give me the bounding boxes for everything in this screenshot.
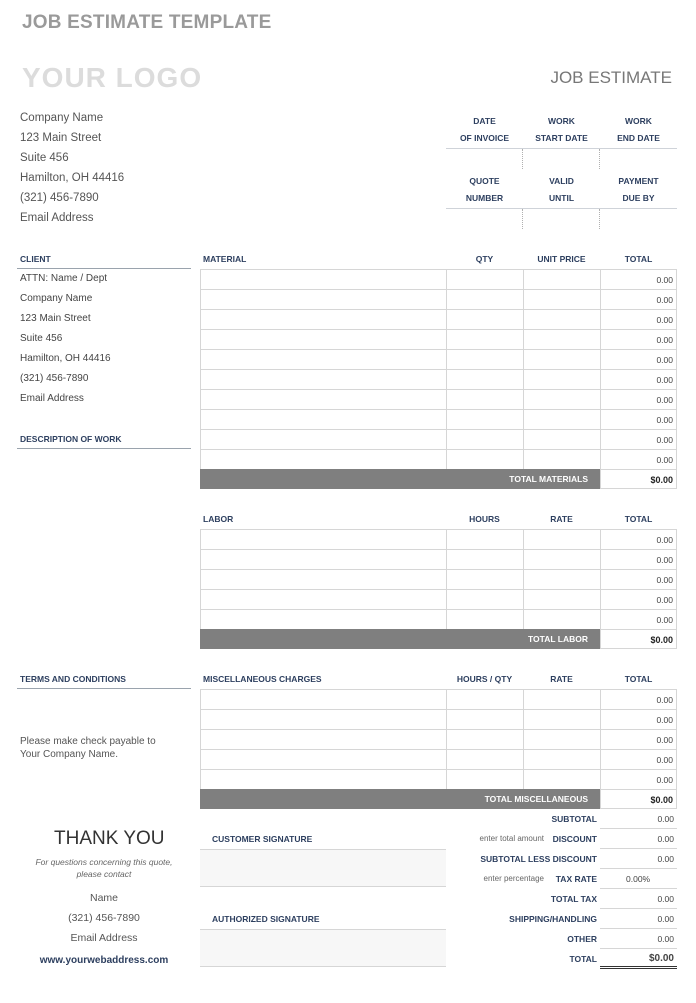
- authorized-signature-label: AUTHORIZED SIGNATURE: [212, 914, 320, 924]
- totals-value: 0.00: [600, 849, 677, 869]
- client-email[interactable]: Email Address: [20, 393, 84, 404]
- rate-cell[interactable]: [523, 749, 600, 769]
- qty-cell[interactable]: [446, 749, 523, 769]
- item-cell[interactable]: [200, 589, 446, 609]
- rate-cell[interactable]: [523, 409, 600, 429]
- labor-header: LABOR: [203, 514, 234, 524]
- table-row: [200, 429, 677, 449]
- logo-placeholder: YOUR LOGO: [22, 62, 203, 93]
- description-of-work-label: DESCRIPTION OF WORK: [20, 434, 122, 444]
- table-row: [200, 529, 677, 549]
- contact-name[interactable]: Name: [89, 892, 118, 904]
- table-row: [200, 569, 677, 589]
- rate-cell[interactable]: [523, 689, 600, 709]
- qty-cell[interactable]: [446, 349, 523, 369]
- qty-cell[interactable]: [446, 329, 523, 349]
- table-row: [200, 289, 677, 309]
- table-row: [200, 689, 677, 709]
- rate-cell[interactable]: [523, 609, 600, 629]
- row-total-cell: 0.00: [600, 729, 677, 749]
- row-total-cell: 0.00: [600, 609, 677, 629]
- item-cell[interactable]: [200, 369, 446, 389]
- totals-label: OTHER: [567, 934, 597, 944]
- item-cell[interactable]: [200, 729, 446, 749]
- item-cell[interactable]: [200, 289, 446, 309]
- row-total-cell: 0.00: [600, 569, 677, 589]
- totals-value[interactable]: 0.00: [600, 909, 677, 929]
- misc-charges-header: MISCELLANEOUS CHARGES: [203, 674, 322, 684]
- rate-cell[interactable]: [523, 389, 600, 409]
- hours-qty-header: HOURS / QTY: [456, 674, 513, 684]
- rate-cell[interactable]: [523, 429, 600, 449]
- rate-cell[interactable]: [523, 269, 600, 289]
- materials-total-header: TOTAL: [624, 254, 653, 264]
- qty-cell[interactable]: [446, 529, 523, 549]
- table-row: [200, 309, 677, 329]
- thank-you-heading: THANK YOU: [54, 828, 165, 849]
- description-underline: [17, 448, 191, 449]
- row-total-cell: 0.00: [600, 709, 677, 729]
- quote-number-label: QUOTE NUMBER: [465, 176, 504, 203]
- terms-text-line2[interactable]: Your Company Name.: [20, 749, 119, 760]
- item-cell[interactable]: [200, 329, 446, 349]
- client-company[interactable]: Company Name: [20, 293, 93, 304]
- client-underline: [17, 268, 191, 269]
- qty-cell[interactable]: [446, 449, 523, 469]
- table-row: [200, 269, 677, 289]
- table-row: [200, 769, 677, 789]
- item-cell[interactable]: [200, 309, 446, 329]
- totals-value[interactable]: 0.00%: [600, 869, 677, 889]
- material-header: MATERIAL: [203, 254, 247, 264]
- company-street[interactable]: 123 Main Street: [20, 132, 102, 144]
- qty-cell[interactable]: [446, 729, 523, 749]
- header-values-row-1[interactable]: [446, 149, 677, 169]
- website-link[interactable]: www.yourwebaddress.com: [39, 955, 169, 966]
- rate-cell[interactable]: [523, 729, 600, 749]
- totals-label: SUBTOTAL: [551, 814, 597, 824]
- row-total-cell: 0.00: [600, 689, 677, 709]
- valid-until-label: VALID UNTIL: [548, 176, 575, 203]
- contact-phone[interactable]: (321) 456-7890: [68, 912, 140, 924]
- company-suite[interactable]: Suite 456: [20, 152, 69, 164]
- table-row: [200, 589, 677, 609]
- rate-cell[interactable]: [523, 569, 600, 589]
- table-row: [200, 329, 677, 349]
- row-total-cell: 0.00: [600, 349, 677, 369]
- row-total-cell: 0.00: [600, 389, 677, 409]
- qty-cell[interactable]: [446, 589, 523, 609]
- labor-total-header: TOTAL: [624, 514, 653, 524]
- misc-rate-header: RATE: [550, 674, 573, 684]
- client-street[interactable]: 123 Main Street: [20, 313, 91, 324]
- rate-header: RATE: [550, 514, 573, 524]
- work-end-date-label: WORK END DATE: [617, 116, 660, 143]
- totals-label: SUBTOTAL LESS DISCOUNT: [480, 854, 597, 864]
- total-misc-label: TOTAL MISCELLANEOUS: [200, 789, 600, 809]
- unit-price-header: UNIT PRICE: [537, 254, 586, 264]
- item-cell[interactable]: [200, 269, 446, 289]
- table-row: [200, 749, 677, 769]
- qty-cell[interactable]: [446, 409, 523, 429]
- table-row: [200, 409, 677, 429]
- work-start-date-label: WORK START DATE: [535, 116, 588, 143]
- total-misc-value: $0.00: [600, 789, 677, 809]
- contact-email[interactable]: Email Address: [70, 932, 138, 944]
- row-total-cell: 0.00: [600, 269, 677, 289]
- company-phone[interactable]: (321) 456-7890: [20, 192, 99, 204]
- row-total-cell: 0.00: [600, 749, 677, 769]
- item-cell[interactable]: [200, 749, 446, 769]
- table-row: [200, 449, 677, 469]
- totals-label: SHIPPING/HANDLING: [509, 914, 597, 924]
- client-phone[interactable]: (321) 456-7890: [20, 373, 89, 384]
- qty-cell[interactable]: [446, 369, 523, 389]
- qty-cell[interactable]: [446, 549, 523, 569]
- row-total-cell: 0.00: [600, 429, 677, 449]
- rate-cell[interactable]: [523, 369, 600, 389]
- qty-cell[interactable]: [446, 569, 523, 589]
- table-row: [200, 389, 677, 409]
- payment-due-label: PAYMENT DUE BY: [618, 176, 659, 203]
- qty-cell[interactable]: [446, 309, 523, 329]
- description-of-work-area[interactable]: [17, 450, 191, 630]
- totals-label: TAX RATE: [555, 874, 597, 884]
- rate-cell[interactable]: [523, 289, 600, 309]
- item-cell[interactable]: [200, 389, 446, 409]
- row-total-cell: 0.00: [600, 449, 677, 469]
- rate-cell[interactable]: [523, 769, 600, 789]
- item-cell[interactable]: [200, 569, 446, 589]
- row-total-cell: 0.00: [600, 329, 677, 349]
- totals-value: $0.00: [600, 949, 677, 969]
- date-of-invoice-label: DATE OF INVOICE: [459, 116, 510, 143]
- client-label: CLIENT: [20, 254, 51, 264]
- item-cell[interactable]: [200, 529, 446, 549]
- company-email[interactable]: Email Address: [20, 212, 94, 224]
- rate-cell[interactable]: [523, 309, 600, 329]
- total-materials-value: $0.00: [600, 469, 677, 489]
- qty-header: QTY: [475, 254, 494, 264]
- authorized-signature-field[interactable]: [200, 929, 446, 967]
- qty-cell[interactable]: [446, 709, 523, 729]
- item-cell[interactable]: [200, 609, 446, 629]
- row-total-cell: 0.00: [600, 289, 677, 309]
- header-values-row-2[interactable]: [446, 209, 677, 229]
- row-total-cell: 0.00: [600, 369, 677, 389]
- row-total-cell: 0.00: [600, 589, 677, 609]
- terms-label: TERMS AND CONDITIONS: [20, 674, 126, 684]
- totals-value[interactable]: 0.00: [600, 829, 677, 849]
- item-cell[interactable]: [200, 449, 446, 469]
- item-cell[interactable]: [200, 409, 446, 429]
- rate-cell[interactable]: [523, 449, 600, 469]
- customer-signature-field[interactable]: [200, 849, 446, 887]
- misc-total-header: TOTAL: [624, 674, 653, 684]
- item-cell[interactable]: [200, 549, 446, 569]
- rate-cell[interactable]: [523, 329, 600, 349]
- total-labor-value: $0.00: [600, 629, 677, 649]
- totals-value: 0.00: [600, 889, 677, 909]
- company-city[interactable]: Hamilton, OH 44416: [20, 172, 125, 184]
- client-attn[interactable]: ATTN: Name / Dept: [20, 273, 108, 284]
- table-row: [200, 709, 677, 729]
- item-cell[interactable]: [200, 769, 446, 789]
- rate-cell[interactable]: [523, 549, 600, 569]
- row-total-cell: 0.00: [600, 549, 677, 569]
- client-suite[interactable]: Suite 456: [20, 333, 63, 344]
- qty-cell[interactable]: [446, 769, 523, 789]
- totals-note: enter percentage: [483, 874, 544, 883]
- totals-label: DISCOUNT: [552, 834, 597, 844]
- rate-cell[interactable]: [523, 349, 600, 369]
- hours-header: HOURS: [469, 514, 500, 524]
- estimate-heading: JOB ESTIMATE: [550, 68, 672, 87]
- item-cell[interactable]: [200, 429, 446, 449]
- qty-cell[interactable]: [446, 429, 523, 449]
- rate-cell[interactable]: [523, 529, 600, 549]
- totals-label: TOTAL: [569, 954, 597, 964]
- client-city[interactable]: Hamilton, OH 44416: [20, 353, 111, 364]
- customer-signature-label: CUSTOMER SIGNATURE: [212, 834, 313, 844]
- qty-cell[interactable]: [446, 689, 523, 709]
- totals-value: 0.00: [600, 809, 677, 829]
- document-title: JOB ESTIMATE TEMPLATE: [22, 12, 272, 33]
- qty-cell[interactable]: [446, 269, 523, 289]
- qty-cell[interactable]: [446, 389, 523, 409]
- table-row: [200, 609, 677, 629]
- row-total-cell: 0.00: [600, 769, 677, 789]
- item-cell[interactable]: [200, 689, 446, 709]
- rate-cell[interactable]: [523, 709, 600, 729]
- total-labor-label: TOTAL LABOR: [200, 629, 600, 649]
- rate-cell[interactable]: [523, 589, 600, 609]
- item-cell[interactable]: [200, 349, 446, 369]
- row-total-cell: 0.00: [600, 309, 677, 329]
- table-row: [200, 369, 677, 389]
- contact-note: For questions concerning this quote, please contact: [35, 857, 173, 879]
- company-name[interactable]: Company Name: [20, 112, 104, 124]
- row-total-cell: 0.00: [600, 409, 677, 429]
- totals-label: TOTAL TAX: [550, 894, 597, 904]
- terms-text-line1[interactable]: Please make check payable to: [20, 736, 156, 747]
- qty-cell[interactable]: [446, 289, 523, 309]
- table-row: [200, 729, 677, 749]
- item-cell[interactable]: [200, 709, 446, 729]
- row-total-cell: 0.00: [600, 529, 677, 549]
- totals-value[interactable]: 0.00: [600, 929, 677, 949]
- table-row: [200, 549, 677, 569]
- table-row: [200, 349, 677, 369]
- total-materials-label: TOTAL MATERIALS: [200, 469, 600, 489]
- qty-cell[interactable]: [446, 609, 523, 629]
- totals-note: enter total amount: [479, 834, 544, 843]
- terms-underline: [17, 688, 191, 689]
